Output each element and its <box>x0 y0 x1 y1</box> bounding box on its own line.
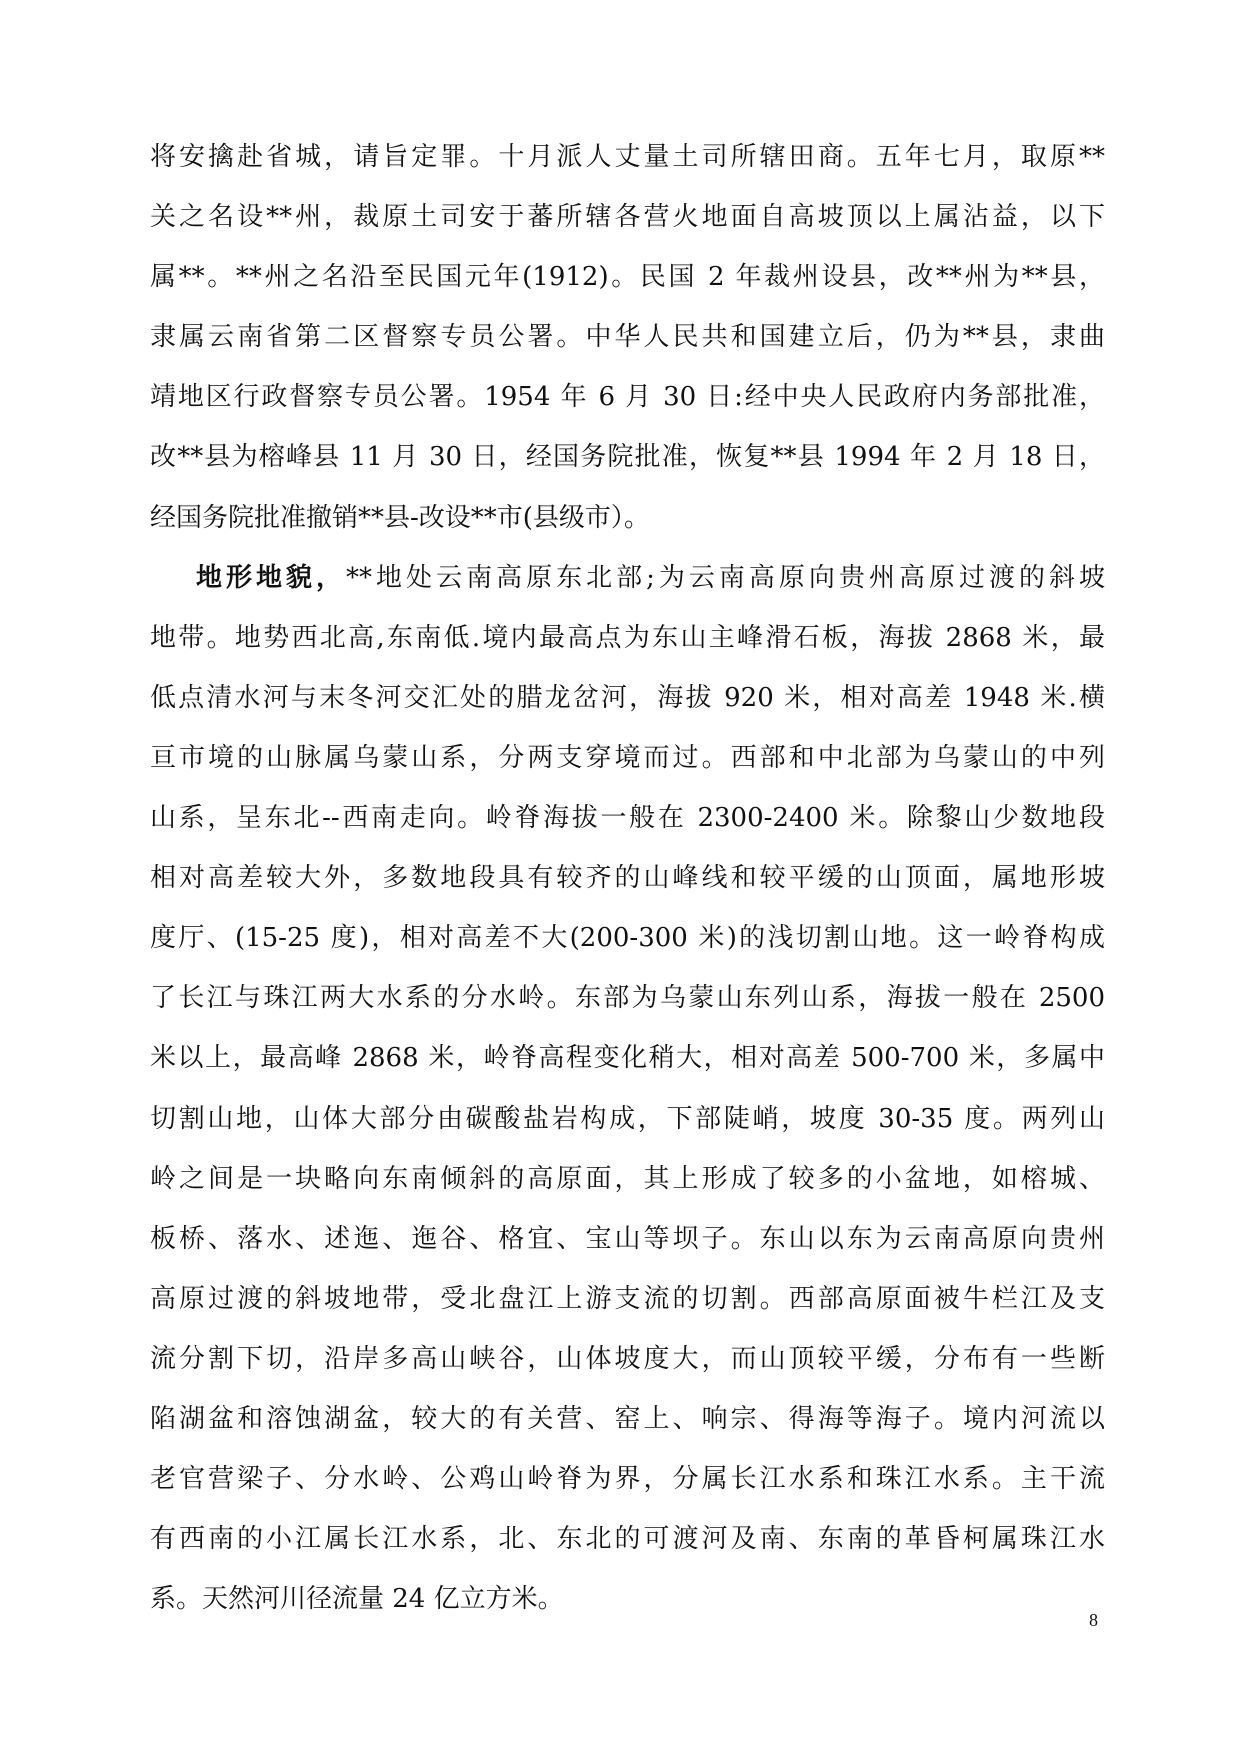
text-line: 属**。**州之名沿至民国元年(1912)。民国 2 年裁州设县，改**州为**县， <box>150 262 1105 293</box>
text-line: 关之名设**州，裁原土司安于蕃所辖各营火地面自高坡顶以上属沾益，以下 <box>150 202 1105 233</box>
text-line: 有西南的小江属长江水系，北、东北的可渡河及南、东南的革昏柯属珠江水 <box>150 1524 1105 1555</box>
text-line: 岭之间是一块略向东南倾斜的高原面，其上形成了较多的小盆地，如榕城、 <box>150 1163 1105 1194</box>
paragraph-first-line <box>150 548 1105 608</box>
section-heading-term: 地形地貌， <box>196 562 347 593</box>
text-line: 经国务院批准撤销**县-改设**市(县级市）。 <box>150 502 650 533</box>
body-text <box>150 127 1105 1629</box>
text-line: 高原过渡的斜坡地带，受北盘江上游支流的切割。西部高原面被牛栏江及支 <box>150 1283 1105 1314</box>
text-line: 板桥、落水、述迤、迤谷、格宜、宝山等坝子。东山以东为云南高原向贵州 <box>150 1223 1105 1254</box>
text-line: 将安擒赴省城，请旨定罪。十月派人丈量土司所辖田商。五年七月，取原** <box>150 142 1105 172</box>
text-line: 低点清水河与末冬河交汇处的腊龙岔河，海拔 920 米，相对高差 1948 米.横 <box>150 682 1105 713</box>
text-line: 流分割下切，沿岸多高山峡谷，山体坡度大，而山顶较平缓，分布有一些断 <box>150 1343 1105 1374</box>
text-line: 靖地区行政督察专员公署。1954 年 6 月 30 日:经中央人民政府内务部批准， <box>150 382 1105 413</box>
text-line: 改**县为榕峰县 11 月 30 日，经国务院批准，恢复**县 1994 年 2 月 18 日， <box>150 442 1105 473</box>
text-line: 陷湖盆和溶蚀湖盆，较大的有关营、窑上、响宗、得海等海子。境内河流以 <box>150 1403 1105 1434</box>
text-line: 米以上，最高峰 2868 米，岭脊高程变化稍大，相对高差 500-700 米，多属中 <box>150 1043 1105 1074</box>
text-line: 山系，呈东北--西南走向。岭脊海拔一般在 2300-2400 米。除黎山少数地段 <box>150 803 1105 834</box>
text-line: 度厅、(15-25 度)，相对高差不大(200-300 米)的浅切割山地。这一岭脊构成 <box>150 923 1105 954</box>
text-span: **地处云南高原东北部;为云南高原向贵州高原过渡的斜坡 <box>346 562 1105 593</box>
text-line: 了长江与珠江两大水系的分水岭。东部为乌蒙山东列山系，海拔一般在 2500 <box>150 983 1105 1014</box>
text-line: 地带。地势西北高,东南低.境内最高点为东山主峰滑石板，海拔 2868 米，最 <box>150 622 1105 653</box>
text-line: 切割山地，山体大部分由碳酸盐岩构成，下部陡峭，坡度 30-35 度。两列山 <box>150 1103 1105 1134</box>
text-line: 老官营梁子、分水岭、公鸡山岭脊为界，分属长江水系和珠江水系。主干流 <box>150 1464 1105 1495</box>
text-line: 相对高差较大外，多数地段具有较齐的山峰线和较平缓的山顶面，属地形坡 <box>150 863 1105 894</box>
text-line: 亘市境的山脉属乌蒙山系，分两支穿境而过。西部和中北部为乌蒙山的中列 <box>150 742 1105 773</box>
page-number: 8 <box>1089 1610 1098 1630</box>
text-line: 系。天然河川径流量 24 亿立方米。 <box>150 1584 564 1615</box>
text-line: 隶属云南省第二区督察专员公署。中华人民共和国建立后，仍为**县，隶曲 <box>150 322 1105 353</box>
